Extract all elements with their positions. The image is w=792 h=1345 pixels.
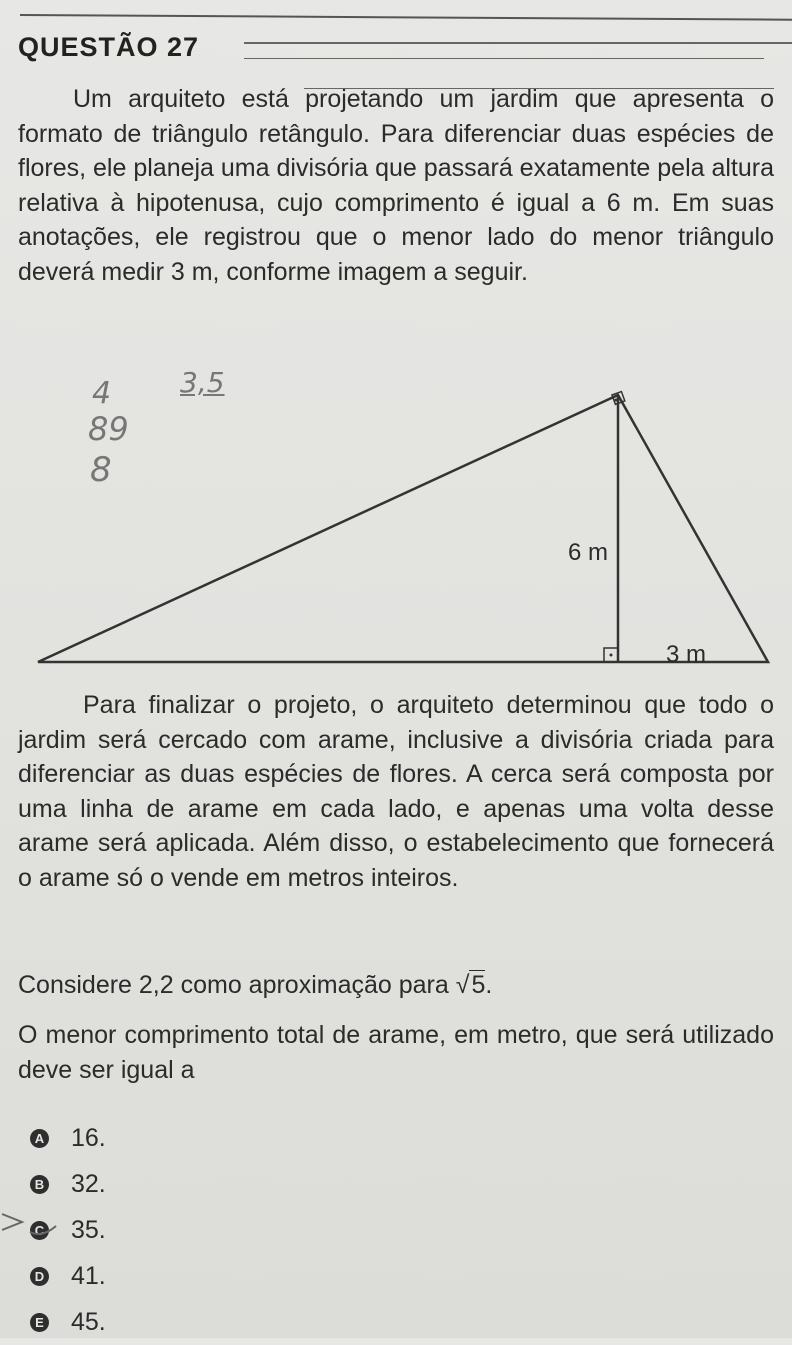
handwritten-mark <box>0 1208 60 1238</box>
question-prompt: O menor comprimento total de arame, em metro, que será utilizado deve ser igual a <box>18 1021 774 1084</box>
height-label: 6 m <box>568 539 609 566</box>
question-title: QUESTÃO 27 <box>18 32 200 62</box>
option-value: 41. <box>71 1261 106 1290</box>
option-value: 35. <box>71 1215 106 1244</box>
handwritten-underline <box>30 1226 56 1234</box>
side-label: 3 m <box>666 641 707 668</box>
option-b[interactable] <box>30 1161 106 1207</box>
approximation-suffix: . <box>485 971 493 999</box>
option-value: 45. <box>71 1307 106 1336</box>
option-value: 16. <box>71 1123 106 1152</box>
handwritten-note: 3,5 <box>180 366 225 399</box>
fence-paragraph <box>18 688 774 895</box>
right-angle-dot <box>610 654 613 657</box>
option-a[interactable] <box>30 1115 106 1161</box>
handwritten-check-mark <box>2 1214 22 1230</box>
option-letter-badge: D <box>30 1267 49 1286</box>
option-letter-badge: A <box>30 1129 49 1148</box>
option-value: 32. <box>71 1169 106 1198</box>
option-letter-badge: C <box>30 1221 49 1240</box>
right-angle-dot <box>615 399 618 402</box>
sqrt-expression: √5 <box>455 971 486 999</box>
fence-text: Para finalizar o projeto, o arquiteto determinou que todo o jardim será cercado com arame, inclusive a divisória criada para diferenciar as duas espécies de flores. A cerca será composta por uma linha de arame em cada lado, e apenas uma volta desse arame será aplicada. Além disso, o estabelecimento que fornecerá o arame só o vende em metros inteiros. <box>18 691 774 892</box>
handwritten-note: 4 <box>92 376 112 411</box>
option-e[interactable] <box>30 1299 106 1345</box>
approximation-paragraph <box>18 968 774 1003</box>
handwritten-note: 8 <box>90 450 112 490</box>
approximation-text: Considere 2,2 como aproximação para <box>18 971 449 999</box>
right-triangle <box>38 395 768 662</box>
option-d[interactable] <box>30 1253 106 1299</box>
sqrt-radicand: 5 <box>471 971 486 999</box>
handwritten-note: 89 <box>88 410 129 448</box>
option-letter-badge: E <box>30 1313 49 1332</box>
statement-text: Um arquiteto está projetando um jardim que apresenta o formato de triângulo retângulo. Para diferenciar duas espécies de flores, ele planeja uma divisória que passará exatamente pela altura relativa à hipotenusa, cujo comprimento é igual a 6 m. Em suas anotações, ele registrou que o menor lado do menor triângulo deverá medir 3 m, conforme imagem a seguir. <box>18 85 775 286</box>
option-letter-badge: B <box>30 1175 49 1194</box>
